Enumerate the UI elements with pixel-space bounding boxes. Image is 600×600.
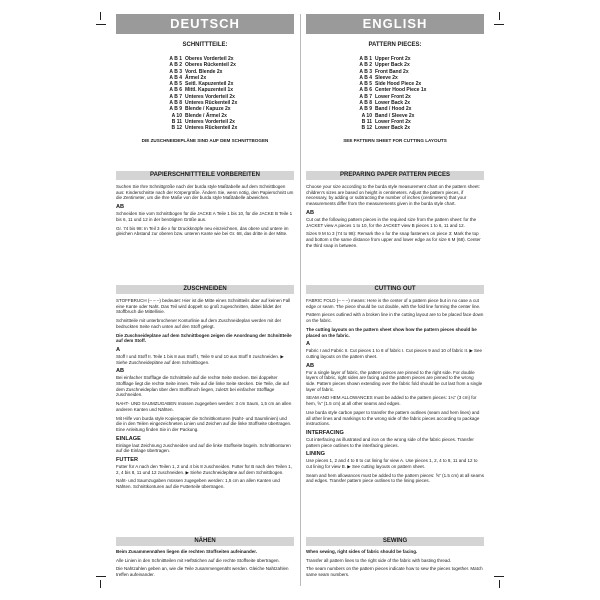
- paragraph: Cut interfacing as illustrated and iron on the wrong side of the fabric pieces. Transfer pattern piece outlines to the interfacing pieces.: [306, 436, 474, 448]
- subheading: AB: [306, 362, 315, 369]
- part-name: Lower Back 2x: [375, 100, 411, 107]
- paragraph: Schnittteile mit unterbrochener Konturlinie auf dem Zuschneideplan werden mit der bedruckten Seite nach unten auf den Stoff gelegt.: [116, 318, 282, 329]
- part-name: Lower Back 2x: [375, 125, 411, 132]
- parts-list: [348, 56, 484, 132]
- section-title: ZUSCHNEIDEN: [116, 285, 294, 294]
- part-code: A B 4: [359, 74, 372, 81]
- subheading: FUTTER: [116, 457, 139, 464]
- paragraph: NAHT- UND SAUMZUGABEN müssen zugegeben werden: 3 cm Saum, 1,5 cm an allen anderen Kanten und Nähten.: [116, 401, 292, 412]
- subheading: INTERFACING: [306, 429, 344, 436]
- part-code: A B 2: [359, 62, 372, 69]
- section-sewing: [306, 537, 484, 578]
- paragraph: Sizes 9 M to 3 (74 to 98): Remark the x for the snap fasteners on piece 3: Mark the top and bottom x the same distance from upper and lower edge as for size 6 M (68). Center the third snap in between.: [306, 231, 481, 248]
- paragraph: SEAM AND HEM ALLOWANCES must be added to the pattern pieces: 1¼" (3 cm) for hem, ⅝" (1.5 cm) at all other seams and edges.: [306, 395, 477, 407]
- part-name: Unteres Vorderteil 2x: [185, 118, 235, 125]
- part-code: A B 9: [169, 106, 182, 113]
- paragraph: Gr. 74 bis 98: In Teil 3 die x für Druckknöpfe neu einzeichnen, das obere und untere im gleichen Abstand zur oberen bzw. unteren Kante wie bei Gr. 68, das dritte in der Mitte.: [116, 225, 289, 237]
- subheading: AB: [116, 368, 125, 375]
- part-name: Oberes Rückenteil 2x: [185, 62, 236, 69]
- column-divider: [300, 14, 301, 586]
- paragraph: Use pieces 1, 2 and 4 to 8 to cut lining for view A. Use pieces 1, 2, 4 to 8, 11 and 12 to cut lining for view B. ▶ See cutting layouts on pattern sheet.: [306, 458, 478, 470]
- german-column: [116, 14, 294, 586]
- part-code: A B 9: [359, 106, 372, 113]
- part-code: A B 8: [169, 100, 182, 107]
- part-name: Upper Front 2x: [375, 56, 411, 62]
- subheading: EINLAGE: [116, 435, 141, 442]
- subheading: A: [116, 346, 121, 353]
- paragraph: Schneiden Sie vom Schnittbogen für die JACKE A Teile 1 bis 10, für die JACKE B Teile 1 bis 6, 11 und 12 in der benötigten Größe aus.: [116, 211, 293, 222]
- parts-list: [158, 56, 294, 132]
- sheet-note: DIE ZUSCHNEIDEPLÄNE SIND AUF DEM SCHNITTBOGEN: [141, 137, 269, 143]
- paragraph: Transfer all pattern lines to the right side of the fabric with basting thread.: [306, 557, 452, 563]
- section-title: SEWING: [306, 537, 484, 546]
- part-code: B 11: [171, 118, 182, 125]
- paragraph: The seam numbers on the pattern pieces indicate how to sew the pieces together. Match same seam numbers.: [306, 566, 483, 578]
- part-code: A B 6: [359, 87, 372, 94]
- paragraph: FABRIC FOLD (– – –) means: Here is the center of a pattern piece but in no case a cut edge or seam. The piece should be cut double, with the fold line forming the center line.: [306, 298, 481, 309]
- part-name: Unteres Rückenteil 2x: [185, 125, 238, 132]
- part-name: Sleeve 2x: [375, 74, 398, 81]
- subheading: AB: [306, 209, 315, 216]
- language-header: ENGLISH: [306, 14, 484, 34]
- paragraph: Mit Hilfe von burda style Kopierpapier die Schnittkonturen (Naht- und Saumlinien) und die in den Teilen eingezeichneten Linien und Zeichen auf die linke Stoffseite übertragen. Eine Anleitung finden Sie in der Packung.: [116, 415, 292, 432]
- paragraph: For a single layer of fabric, the pattern pieces are pinned to the right side. For double layers of fabric, right sides are facing and the pattern pieces are pinned to the wrong side. Pattern pieces shown extending over the fabric fold should be cut last from a single layer of fabric.: [306, 369, 483, 392]
- english-column: [306, 14, 484, 586]
- part-item: [348, 125, 484, 131]
- part-name: Unteres Rückenteil 2x: [185, 100, 238, 107]
- part-code: A B 2: [169, 62, 182, 69]
- part-item: [158, 125, 294, 131]
- paragraph: Beim Zusammennähen liegen die rechten Stoffseiten aufeinander.: [116, 549, 258, 554]
- section-preparing: [116, 171, 294, 237]
- section-preparing: [306, 171, 484, 248]
- part-code: A B 8: [359, 100, 372, 107]
- paragraph: STOFFBRUCH (– – –) bedeutet: Hier ist die Mitte eines Schnittteils aber auf keinen Fall eine Kante oder Naht. Das Teil wird doppelt so groß zugeschnitten, dabei bildet der Stoffbruch die Mittellinie.: [116, 298, 291, 315]
- part-code: A B 5: [169, 81, 182, 88]
- subheading: A: [306, 341, 311, 348]
- paragraph: Suchen Sie Ihre Schnittgröße nach der burda style Maßtabelle auf dem Schnittbogen aus: Kinderschnitte nach der Körpergröße. Ändern Sie, wenn nötig, den Papierschnitt um die Zentimeter, um die Ihre Maße von der burda style Maßtabelle abweichen.: [116, 184, 294, 201]
- paragraph: Alle Linien in den Schnittteilen mit Heftstichen auf die rechte Stoffseite übertragen.: [116, 557, 280, 563]
- part-code: A 10: [171, 112, 182, 119]
- paragraph: Seam and hem allowances must be added to the pattern pieces: ⅝" (1.5 cm) at all seams and edges. Transfer pattern piece outlines to the lining pieces.: [306, 472, 484, 484]
- part-name: Band / Hood 2x: [375, 106, 412, 113]
- part-name: Center Hood Piece 1x: [375, 87, 427, 94]
- paragraph: Naht- und Saumzugaben müssen zugegeben werden: 1,5 cm an allen Kanten und Nähten. Schnittkonturen auf die Futterteile übertragen.: [116, 478, 280, 490]
- section-cutting: [306, 285, 484, 484]
- part-code: A B 7: [169, 93, 182, 100]
- part-code: A B 6: [169, 87, 182, 94]
- section-cutting: [116, 285, 294, 490]
- parts-title: PATTERN PIECES:: [368, 42, 422, 48]
- part-code: A B 5: [359, 81, 372, 88]
- part-code: A 10: [361, 112, 372, 119]
- parts-title: SCHNITTTEILE:: [182, 42, 228, 48]
- part-name: Band / Sleeve 2x: [375, 112, 415, 119]
- section-sewing: [116, 537, 294, 578]
- part-name: Upper Back 2x: [375, 62, 410, 69]
- paragraph: When sewing, right sides of fabric should be facing.: [306, 549, 418, 554]
- section-title: PAPIERSCHNITTTEILE VORBEREITEN: [116, 171, 294, 180]
- paragraph: Fabric I and Fabric II. Cut pieces 1 to 8 of fabric I. Cut pieces 9 and 10 of fabric II. ▶ See cutting layouts on the pattern sheet.: [306, 348, 483, 359]
- part-name: Vord. Blende 2x: [185, 68, 223, 75]
- part-name: Mittl. Kapuzenteil 1x: [185, 87, 234, 94]
- section-title: NÄHEN: [116, 537, 294, 546]
- paragraph: Pattern pieces outlined with a broken line in the cutting layout are to be placed face down on the fabric.: [306, 312, 484, 324]
- part-name: Lower Front 2x: [375, 118, 411, 125]
- part-code: B 12: [171, 125, 182, 132]
- paragraph: Cut out the following pattern pieces in the required size from the pattern sheet: for the JACKET view A pieces 1 to 10, for the JACKET view B pieces 1 to 6, 11 and 12.: [306, 216, 477, 228]
- subheading: AB: [116, 204, 125, 211]
- subheading: LINING: [306, 451, 325, 458]
- section-title: PREPARING PAPER PATTERN PIECES: [306, 171, 484, 180]
- part-name: Unteres Vorderteil 2x: [185, 93, 235, 100]
- paragraph: Bei einfacher Stofflage die Schnittteile auf die rechte Seite stecken. Bei doppelter Stofflage liegt die rechte Seite innen. Teile auf die linke Seite stecken. Die Teile, die auf dem Zuschneideplan über dem Stoffbruch liegen, zuletzt bei einfacher Stofflage zuschneiden.: [116, 375, 289, 398]
- part-code: A B 4: [169, 74, 182, 81]
- paragraph: Die Nahtzahlen geben an, wie die Teile zusammengenäht werden. Gleiche Nahtzahlen treffen aufeinander.: [116, 566, 289, 578]
- paragraph: Die Zuschneidepläne auf dem Schnittbogen zeigen die Anordnung der Schnittteile auf dem Stoff.: [116, 332, 292, 344]
- instruction-page: [116, 14, 484, 586]
- part-code: A B 1: [359, 56, 372, 62]
- part-code: A B 1: [169, 56, 182, 62]
- sheet-note: SEE PATTERN SHEET FOR CUTTING LAYOUTS: [343, 137, 447, 143]
- paragraph: Einlage laut Zeichnung zuschneiden und auf die linke Stoffseite bügeln. Schnittkonturen auf die Einlage übertragen.: [116, 442, 291, 454]
- part-code: A B 3: [169, 68, 182, 75]
- paragraph: Use burda style carbon paper to transfer the pattern outlines (seam and hem lines) and all other lines and markings to the wrong side of the fabric pieces according to package instructions.: [306, 409, 480, 427]
- part-name: Lower Front 2x: [375, 93, 411, 100]
- language-header: DEUTSCH: [116, 14, 294, 34]
- part-code: A B 3: [359, 68, 372, 75]
- paragraph: Futter für A nach den Teilen 1, 2 und 4 bis 8 zuschneiden. Futter für B nach den Teilen 1, 2, 4 bis 8, 11 und 12 zuschneiden. ▶ Siehe Zuschneidepläne auf dem Schnittbogen.: [116, 464, 292, 475]
- part-name: Oberes Vorderteil 2x: [185, 56, 234, 62]
- part-code: B 12: [361, 125, 372, 132]
- section-title: CUTTING OUT: [306, 285, 484, 294]
- paragraph: Stoff I und Stoff II. Teile 1 bis 8 aus Stoff I, Teile 9 und 10 aus Stoff II zuschneiden. ▶ Siehe Zuschneidepläne auf dem Schnittbogen.: [116, 353, 284, 365]
- part-name: Blende / Ärmel 2x: [185, 112, 227, 119]
- paragraph: Choose your size according to the burda style measurement chart on the pattern sheet: children's sizes are based on height in centimeters. Adjust the pattern pieces, if necessary, by adding or subtracting the number of inches (centimeters) that your measurements differ from the measurements given in the burda style chart.: [306, 184, 480, 207]
- part-name: Seitl. Kapuzenteil 2x: [185, 81, 234, 88]
- part-name: Side Hood Piece 2x: [375, 81, 422, 88]
- part-code: B 11: [361, 118, 372, 125]
- part-name: Blende / Kapuze 2x: [185, 106, 231, 113]
- part-code: A B 7: [359, 93, 372, 100]
- part-name: Ärmel 2x: [185, 74, 207, 81]
- part-name: Front Band 2x: [375, 68, 409, 75]
- paragraph: The cutting layouts on the pattern sheet show how the pattern pieces should be placed on the fabric.: [306, 326, 477, 338]
